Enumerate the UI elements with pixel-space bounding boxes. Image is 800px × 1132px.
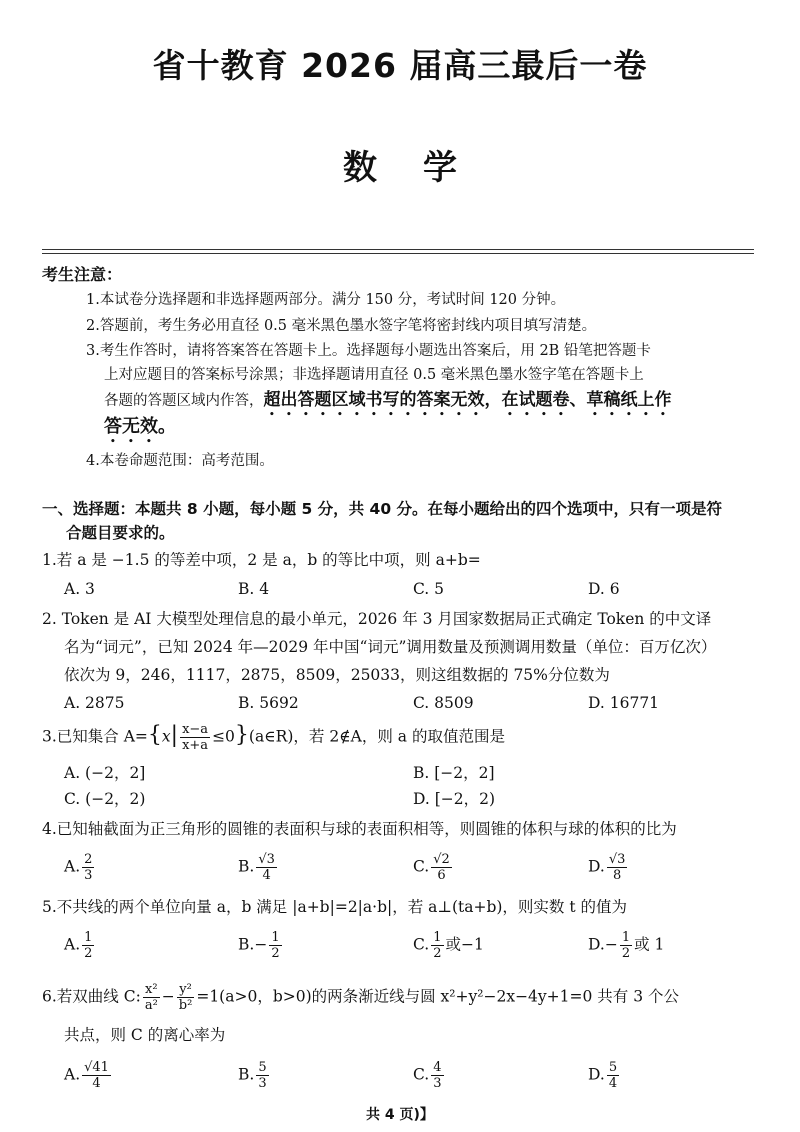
q3-frac-den: x+a [182, 738, 209, 753]
page-footer: 共 4 页)】 [366, 1107, 434, 1123]
q5-c-tail: 或−1 [445, 935, 484, 954]
question-2-line-3: 依次为 9，246，1117，2875，8509，25033，则这组数据的 75%分位数为 [64, 666, 610, 684]
q6-f2-num: y² [177, 982, 195, 998]
divider-top [42, 249, 754, 250]
q3-option-d: D. [−2，2) [413, 790, 496, 808]
q6-d-den: 4 [608, 1076, 618, 1091]
notice-item-3-line-2: 上对应题目的答案标号涂黑；非选择题请用直径 0.5 毫米黑色墨水签字笔在答题卡上 [104, 367, 644, 383]
q5-d-sign: − [604, 935, 618, 954]
q6-b-frac [256, 1060, 268, 1091]
notice-emphasis: 超出答题区域书写的答案无效，在试题卷、草稿纸上作 [263, 390, 672, 410]
q5-a-frac [82, 930, 94, 961]
subject-title: 数学 [343, 148, 503, 188]
q6-d-frac [607, 1060, 619, 1091]
q1-option-b: B. 4 [238, 580, 270, 598]
q6-b-den: 3 [258, 1076, 267, 1091]
question-3 [42, 722, 505, 753]
q4-d-label: D. [588, 857, 605, 876]
q5-b-sign: − [254, 935, 268, 954]
q6-c-den: 3 [433, 1076, 442, 1091]
q6-a-label: A. [64, 1065, 81, 1084]
q2-option-b: B. 5692 [238, 694, 299, 712]
q5-a-num: 1 [84, 930, 93, 945]
q6-a-den: 4 [92, 1076, 101, 1091]
q1-option-c: C. 5 [413, 580, 445, 598]
q6-d-num: 5 [608, 1060, 618, 1075]
question-1: 1.若 a 是 −1.5 的等差中项，2 是 a，b 的等比中项，则 a+b= [42, 551, 481, 569]
q3-option-c: C. (−2，2) [64, 790, 146, 808]
q1-option-a: A. 3 [64, 580, 95, 598]
q5-c-label: C. [413, 935, 430, 954]
section-choice-heading-cont: 合题目要求的。 [66, 524, 175, 542]
q6-d-label: D. [588, 1065, 605, 1084]
q4-b-frac [256, 852, 277, 883]
question-6-line-2: 共点，则 C 的离心率为 [64, 1026, 226, 1044]
q6-c-frac [431, 1060, 443, 1091]
question-6-line-1 [42, 982, 679, 1013]
q6-frac-1 [143, 982, 160, 1013]
question-2-line-2: 名为“词元”，已知 2024 年—2029 年中国“词元”调用数量及预测调用数量（单位：百万亿次） [64, 638, 717, 656]
q3-stem-pre: 3.已知集合 A= [42, 727, 148, 746]
q6-option-a [64, 1060, 113, 1091]
question-4: 4.已知轴截面为正三角形的圆锥的表面积与球的表面积相等，则圆锥的体积与球的体积的比为 [42, 820, 677, 838]
q4-b-label: B. [238, 857, 255, 876]
q5-d-frac [620, 930, 632, 961]
q2-option-a: A. 2875 [64, 694, 125, 712]
q5-b-frac [269, 930, 281, 961]
q4-option-d [588, 852, 629, 883]
notice-item-1: 1.本试卷分选择题和非选择题两部分。满分 150 分，考试时间 120 分钟。 [86, 292, 566, 308]
q3-option-a: A. (−2，2] [64, 764, 146, 782]
q3-brace-right: } [234, 722, 249, 748]
q3-set-cond: ≤0 [212, 727, 235, 746]
q5-c-frac [431, 930, 443, 961]
q6-option-d [588, 1060, 621, 1091]
q5-option-d [588, 930, 664, 961]
q4-a-frac [82, 852, 94, 883]
q3-option-b: B. [−2，2] [413, 764, 495, 782]
exam-title: 省十教育 2026 届高三最后一卷 [152, 46, 648, 85]
notice-item-2: 2.答题前，考生务必用直径 0.5 毫米黑色墨水签字笔将密封线内项目填写清楚。 [86, 318, 597, 334]
q6-b-label: B. [238, 1065, 255, 1084]
q4-d-frac [607, 852, 628, 883]
q6-f2-den: b² [178, 998, 193, 1013]
notice-item-4: 4.本卷命题范围：高考范围。 [86, 453, 274, 469]
q6-a-num: √41 [84, 1060, 109, 1075]
q5-a-label: A. [64, 935, 81, 954]
q6-c-num: 4 [433, 1060, 442, 1075]
q6-option-c [413, 1060, 446, 1091]
q1-option-d: D. 6 [588, 580, 620, 598]
q2-option-d: D. 16771 [588, 694, 660, 712]
notice-item-3-line-3-text: 各题的答题区域内作答， [104, 393, 264, 409]
notice-item-3-line-3 [104, 389, 672, 420]
q3-stem-post: (a∈R)，若 2∉A，则 a 的取值范围是 [248, 727, 505, 746]
q5-b-den: 2 [271, 946, 280, 961]
question-2-line-1: 2. Token 是 AI 大模型处理信息的最小单元，2026 年 3 月国家数据局正式确定 Token 的中文译 [42, 610, 712, 628]
q6-b-num: 5 [258, 1060, 267, 1075]
q5-d-tail: 或 1 [634, 935, 665, 954]
q6-a-frac [82, 1060, 111, 1091]
q6-stem-pre: 6.若双曲线 C: [42, 987, 141, 1006]
q5-d-den: 2 [621, 946, 631, 961]
q4-b-num: √3 [258, 852, 275, 867]
q5-option-a [64, 930, 96, 961]
q4-c-frac [431, 852, 452, 883]
q4-option-b [238, 852, 279, 883]
q5-option-b [238, 930, 284, 961]
q4-option-a [64, 852, 96, 883]
q3-bar: | [170, 722, 179, 748]
q6-minus: − [161, 987, 175, 1006]
q4-a-den: 3 [84, 868, 93, 883]
q6-frac-2 [177, 982, 195, 1013]
q6-f1-den: a² [144, 998, 158, 1013]
q4-d-num: √3 [608, 852, 626, 867]
q3-brace-left: { [147, 722, 162, 748]
q5-option-c [413, 930, 484, 961]
q4-option-c [413, 852, 454, 883]
q6-option-b [238, 1060, 271, 1091]
q5-d-num: 1 [621, 930, 631, 945]
notice-title: 考生注意： [42, 265, 123, 284]
q4-c-den: 6 [437, 868, 446, 883]
q4-d-den: 8 [612, 868, 622, 883]
q5-b-label: B. [238, 935, 255, 954]
q5-b-num: 1 [271, 930, 280, 945]
notice-item-3: 3.考生作答时，请将答案答在答题卡上。选择题每小题选出答案后，用 2B 铅笔把答题卡 [86, 343, 651, 359]
q4-c-label: C. [413, 857, 430, 876]
question-5: 5.不共线的两个单位向量 a，b 满足 |a+b|=2|a·b|，若 a⊥(ta+b)，则实数 t 的值为 [42, 898, 628, 916]
q5-c-den: 2 [433, 946, 442, 961]
q4-a-num: 2 [84, 852, 93, 867]
q4-b-den: 4 [262, 868, 271, 883]
q6-f1-num: x² [143, 982, 160, 998]
divider-bottom [42, 253, 754, 254]
q3-set-var: x [161, 727, 171, 746]
q2-option-c: C. 8509 [413, 694, 474, 712]
notice-emphasis-cont: 答无效。 [104, 416, 176, 437]
section-choice-heading: 一、选择题：本题共 8 小题，每小题 5 分，共 40 分。在每小题给出的四个选项中，只有一项是符 [42, 500, 723, 518]
q3-fraction [180, 722, 210, 753]
q4-c-num: √2 [433, 852, 450, 867]
q6-c-label: C. [413, 1065, 430, 1084]
q6-stem-post: =1(a>0，b>0)的两条渐近线与圆 x²+y²−2x−4y+1=0 共有 3 个公 [196, 987, 680, 1006]
q3-frac-num: x−a [182, 722, 209, 737]
q5-c-num: 1 [433, 930, 442, 945]
q5-d-label: D. [588, 935, 605, 954]
q5-a-den: 2 [84, 946, 93, 961]
q4-a-label: A. [64, 857, 81, 876]
